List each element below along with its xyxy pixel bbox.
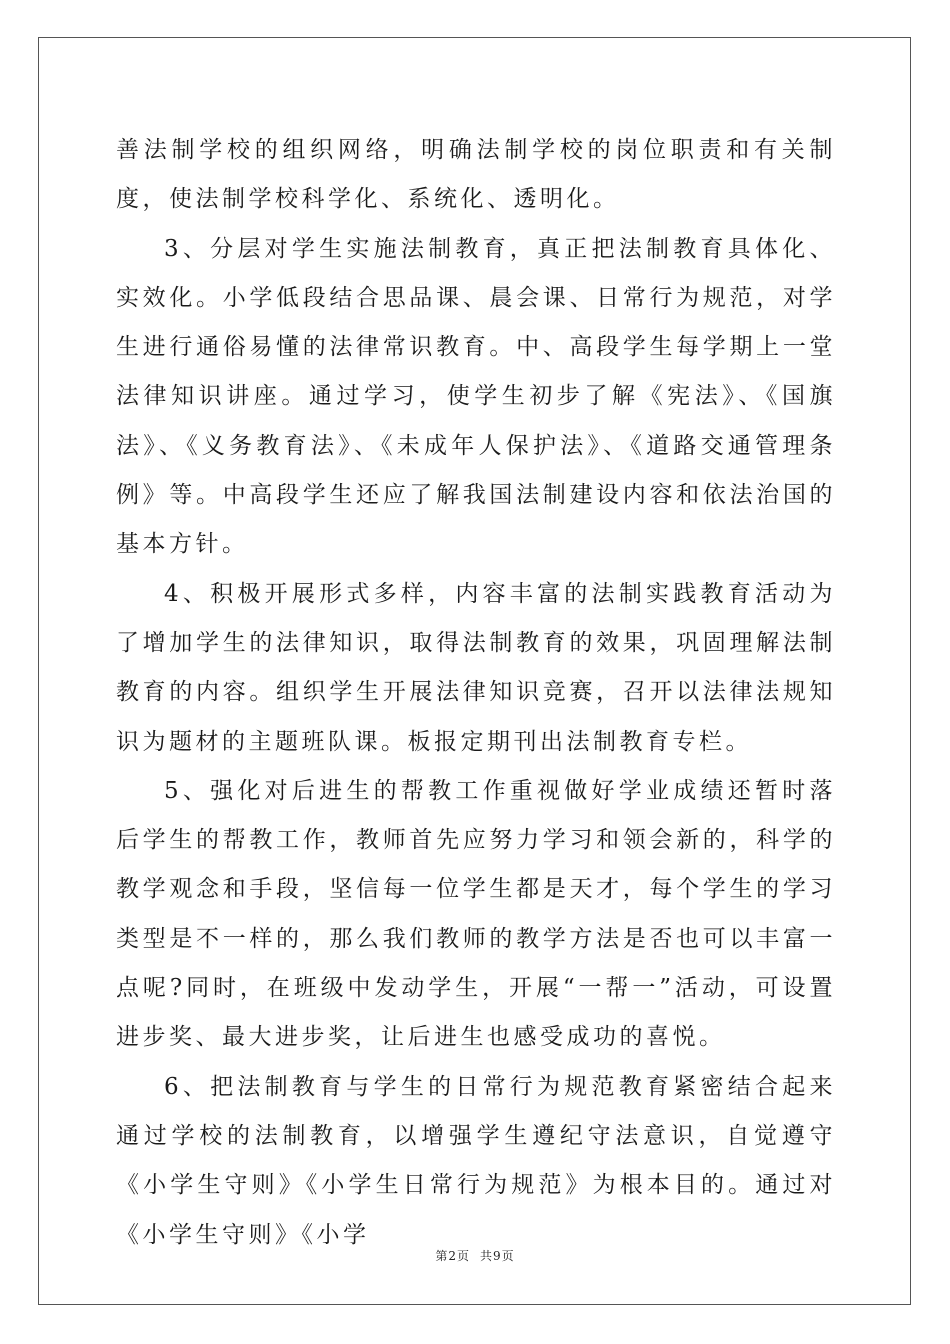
page-total: 共9页 <box>480 1249 515 1263</box>
paragraph-2: 3、分层对学生实施法制教育，真正把法制教育具体化、实效化。小学低段结合思品课、晨会课、日常行为规范，对学生进行通俗易懂的法律常识教育。中、高段学生每学期上一堂法律知识讲座。通过学习，使学生初步了解《宪法》、《国旗法》、《义务教育法》、《未成年人保护法》、《道路交通管理条例》等。中高段学生还应了解我国法制建设内容和依法治国的基本方针。 <box>116 235 836 558</box>
paragraph-1: 善法制学校的组织网络，明确法制学校的岗位职责和有关制度，使法制学校科学化、系统化、透明化。 <box>116 137 836 213</box>
document-body <box>116 126 836 1260</box>
page-footer <box>0 1247 950 1264</box>
paragraph-3: 4、积极开展形式多样，内容丰富的法制实践教育活动为了增加学生的法律知识，取得法制教育的效果，巩固理解法制教育的内容。组织学生开展法律知识竞赛，召开以法律法规知识为题材的主题班队课。板报定期刊出法制教育专栏。 <box>116 580 836 755</box>
page-number: 第2页 <box>435 1249 470 1263</box>
paragraph-4: 5、强化对后进生的帮教工作重视做好学业成绩还暂时落后学生的帮教工作，教师首先应努力学习和领会新的，科学的教学观念和手段，坚信每一位学生都是天才，每个学生的学习类型是不一样的，那么我们教师的教学方法是否也可以丰富一点呢?同时，在班级中发动学生，开展“一帮一”活动，可设置进步奖、最大进步奖，让后进生也感受成功的喜悦。 <box>116 777 836 1051</box>
paragraph-5: 6、把法制教育与学生的日常行为规范教育紧密结合起来通过学校的法制教育，以增强学生遵纪守法意识，自觉遵守《小学生守则》《小学生日常行为规范》为根本目的。通过对《小学生守则》《小学 <box>116 1073 836 1248</box>
